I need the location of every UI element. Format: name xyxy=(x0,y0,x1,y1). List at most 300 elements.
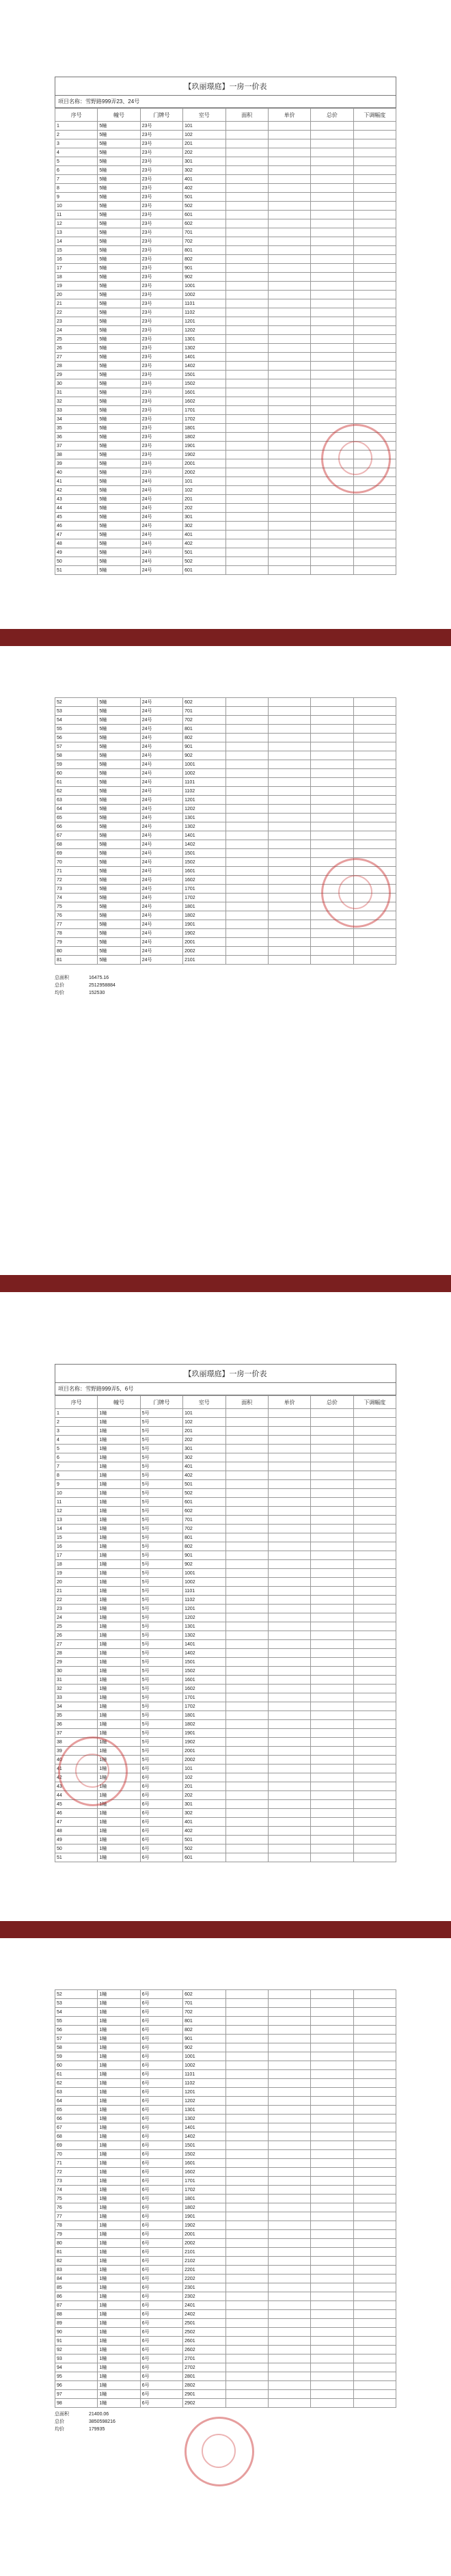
table-cell: 5幢 xyxy=(98,911,140,920)
table-cell: 38 xyxy=(55,1738,98,1747)
table-cell: 1602 xyxy=(183,397,226,406)
table-cell xyxy=(226,867,268,876)
table-cell: 40 xyxy=(55,1756,98,1765)
table-cell xyxy=(268,1560,310,1569)
table-cell: 1幢 xyxy=(98,1836,140,1844)
table-cell xyxy=(268,1409,310,1418)
table-row xyxy=(55,1827,396,1836)
table-cell: 21 xyxy=(55,1587,98,1596)
table-cell: 1幢 xyxy=(98,1489,140,1498)
col-header: 门牌号 xyxy=(140,109,182,122)
table-cell xyxy=(311,2248,353,2257)
table-cell xyxy=(353,513,396,522)
table-cell xyxy=(268,947,310,956)
table-cell: 3 xyxy=(55,139,98,148)
table-cell xyxy=(268,184,310,193)
table-cell: 6号 xyxy=(140,2035,182,2043)
table-cell xyxy=(353,291,396,299)
table-cell xyxy=(311,2195,353,2203)
table-cell: 51 xyxy=(55,1853,98,1862)
table-cell xyxy=(268,2346,310,2354)
table-cell xyxy=(226,1613,268,1622)
table-row xyxy=(55,557,396,566)
table-cell: 6号 xyxy=(140,2319,182,2328)
table-cell: 202 xyxy=(183,1436,226,1445)
table-cell xyxy=(268,698,310,707)
table-cell: 87 xyxy=(55,2301,98,2310)
table-cell: 39 xyxy=(55,1747,98,1756)
table-cell: 1幢 xyxy=(98,2275,140,2283)
table-cell: 302 xyxy=(183,1453,226,1462)
table-cell xyxy=(268,548,310,557)
table-cell xyxy=(268,2221,310,2230)
table-cell: 23号 xyxy=(140,433,182,442)
table-cell xyxy=(353,2159,396,2168)
table-cell: 5幢 xyxy=(98,237,140,246)
table-cell: 1001 xyxy=(183,282,226,291)
table-cell xyxy=(311,2337,353,2346)
table-cell: 1幢 xyxy=(98,2168,140,2177)
table-cell: 63 xyxy=(55,796,98,805)
table-cell xyxy=(268,778,310,787)
col-header: 单价 xyxy=(268,1396,310,1409)
table-cell: 502 xyxy=(183,202,226,211)
table-cell: 5幢 xyxy=(98,442,140,451)
table-cell xyxy=(268,2212,310,2221)
table-cell: 1401 xyxy=(183,353,226,362)
table-cell: 6号 xyxy=(140,2017,182,2026)
table-row xyxy=(55,2088,396,2097)
table-cell xyxy=(353,1711,396,1720)
table-cell xyxy=(268,193,310,202)
table-cell: 1801 xyxy=(183,424,226,433)
table-cell xyxy=(226,1436,268,1445)
table-cell: 84 xyxy=(55,2275,98,2283)
table-cell xyxy=(311,1507,353,1516)
table-cell xyxy=(311,2132,353,2141)
table-cell xyxy=(268,1569,310,1578)
table-cell xyxy=(226,2337,268,2346)
table-cell xyxy=(353,2319,396,2328)
table-cell: 23号 xyxy=(140,282,182,291)
table-cell xyxy=(311,2123,353,2132)
table-cell xyxy=(226,1569,268,1578)
document-page-3 xyxy=(0,1292,451,1921)
table-cell xyxy=(311,2221,353,2230)
table-cell: 302 xyxy=(183,166,226,175)
table-cell: 1302 xyxy=(183,2115,226,2123)
table-cell xyxy=(226,1596,268,1605)
table-cell xyxy=(353,2248,396,2257)
table-cell: 49 xyxy=(55,1836,98,1844)
table-cell: 1702 xyxy=(183,894,226,902)
table-cell xyxy=(311,725,353,734)
table-cell xyxy=(353,822,396,831)
table-cell: 5幢 xyxy=(98,894,140,902)
table-cell xyxy=(226,1818,268,1827)
price-table xyxy=(55,108,396,575)
table-cell: 1301 xyxy=(183,1622,226,1631)
table-cell xyxy=(226,1836,268,1844)
table-cell: 1幢 xyxy=(98,2257,140,2266)
table-cell xyxy=(353,1462,396,1471)
table-cell: 1902 xyxy=(183,451,226,459)
table-cell: 1301 xyxy=(183,2106,226,2115)
table-cell: 201 xyxy=(183,495,226,504)
table-cell: 11 xyxy=(55,211,98,219)
table-cell: 1901 xyxy=(183,442,226,451)
table-cell xyxy=(226,1649,268,1658)
table-row xyxy=(55,1844,396,1853)
table-cell xyxy=(353,1631,396,1640)
table-cell xyxy=(226,1445,268,1453)
table-cell: 1902 xyxy=(183,1738,226,1747)
table-cell xyxy=(226,1516,268,1525)
table-cell xyxy=(353,1533,396,1542)
table-cell xyxy=(311,2257,353,2266)
table-cell xyxy=(268,1542,310,1551)
table-cell: 24号 xyxy=(140,938,182,947)
table-cell xyxy=(311,1676,353,1685)
table-cell: 5幢 xyxy=(98,468,140,477)
table-cell: 901 xyxy=(183,1551,226,1560)
table-cell xyxy=(353,2150,396,2159)
table-cell xyxy=(353,308,396,317)
table-cell xyxy=(353,2381,396,2390)
table-cell: 24号 xyxy=(140,840,182,849)
table-cell: 24号 xyxy=(140,707,182,716)
table-row xyxy=(55,2239,396,2248)
table-cell xyxy=(353,1560,396,1569)
table-cell: 23号 xyxy=(140,353,182,362)
table-row xyxy=(55,2177,396,2186)
table-cell: 5幢 xyxy=(98,211,140,219)
table-cell xyxy=(268,1765,310,1773)
table-cell xyxy=(311,237,353,246)
table-cell: 1幢 xyxy=(98,1844,140,1853)
table-cell xyxy=(268,157,310,166)
table-cell: 1幢 xyxy=(98,2106,140,2115)
table-cell: 23号 xyxy=(140,246,182,255)
table-cell xyxy=(311,1542,353,1551)
table-cell xyxy=(353,751,396,760)
table-cell: 73 xyxy=(55,2177,98,2186)
table-cell: 2201 xyxy=(183,2266,226,2275)
table-cell: 1601 xyxy=(183,1676,226,1685)
table-cell: 47 xyxy=(55,531,98,539)
table-cell: 23号 xyxy=(140,166,182,175)
table-cell xyxy=(311,335,353,344)
table-cell: 1幢 xyxy=(98,2319,140,2328)
table-cell xyxy=(353,742,396,751)
table-cell xyxy=(268,477,310,486)
table-cell: 1幢 xyxy=(98,1667,140,1676)
table-cell: 5号 xyxy=(140,1587,182,1596)
table-cell xyxy=(353,2115,396,2123)
table-cell: 1幢 xyxy=(98,2310,140,2319)
table-cell xyxy=(268,1720,310,1729)
col-header: 总价 xyxy=(311,1396,353,1409)
table-cell: 1幢 xyxy=(98,2203,140,2212)
table-cell: 101 xyxy=(183,122,226,131)
table-cell: 24号 xyxy=(140,947,182,956)
table-cell xyxy=(353,1800,396,1809)
table-cell: 1002 xyxy=(183,1578,226,1587)
table-cell: 24号 xyxy=(140,956,182,965)
table-cell xyxy=(268,415,310,424)
table-cell: 5幢 xyxy=(98,406,140,415)
table-cell: 23号 xyxy=(140,415,182,424)
table-cell xyxy=(268,2123,310,2132)
table-cell xyxy=(226,2381,268,2390)
table-cell xyxy=(268,1453,310,1462)
table-cell xyxy=(226,707,268,716)
table-cell: 5 xyxy=(55,1445,98,1453)
table-cell xyxy=(268,787,310,796)
table-cell xyxy=(268,2017,310,2026)
table-row xyxy=(55,282,396,291)
summary-total-price: 总价 3850598216 xyxy=(55,2419,115,2424)
table-row xyxy=(55,2195,396,2203)
table-cell xyxy=(268,264,310,273)
col-header: 下调幅度 xyxy=(353,109,396,122)
table-cell xyxy=(226,2230,268,2239)
table-cell xyxy=(268,1649,310,1658)
table-cell: 5幢 xyxy=(98,362,140,371)
table-cell: 1602 xyxy=(183,2168,226,2177)
table-row xyxy=(55,504,396,513)
table-cell xyxy=(311,148,353,157)
table-cell: 16 xyxy=(55,1542,98,1551)
table-cell: 89 xyxy=(55,2319,98,2328)
table-cell: 23号 xyxy=(140,317,182,326)
summary-average-price: 均价 152530 xyxy=(55,991,105,995)
table-cell xyxy=(226,308,268,317)
table-cell xyxy=(311,1738,353,1747)
table-cell: 5幢 xyxy=(98,947,140,956)
table-cell: 2901 xyxy=(183,2390,226,2399)
table-row xyxy=(55,2399,396,2408)
table-cell: 1幢 xyxy=(98,1578,140,1587)
table-row xyxy=(55,273,396,282)
table-cell xyxy=(353,193,396,202)
table-cell xyxy=(226,1711,268,1720)
table-row xyxy=(55,760,396,769)
table-cell: 1幢 xyxy=(98,2079,140,2088)
table-cell xyxy=(311,531,353,539)
table-cell: 1幢 xyxy=(98,1738,140,1747)
table-cell xyxy=(311,840,353,849)
table-cell: 65 xyxy=(55,2106,98,2115)
table-cell: 401 xyxy=(183,1818,226,1827)
table-cell: 6号 xyxy=(140,2275,182,2283)
table-cell: 5幢 xyxy=(98,760,140,769)
table-cell xyxy=(226,2070,268,2079)
table-cell xyxy=(311,1445,353,1453)
table-cell: 15 xyxy=(55,246,98,255)
table-cell: 5幢 xyxy=(98,734,140,742)
table-cell: 31 xyxy=(55,388,98,397)
table-cell: 1302 xyxy=(183,822,226,831)
table-cell: 5幢 xyxy=(98,566,140,575)
table-cell: 23号 xyxy=(140,451,182,459)
table-cell xyxy=(268,513,310,522)
table-cell: 36 xyxy=(55,1720,98,1729)
table-cell: 5幢 xyxy=(98,867,140,876)
table-cell: 1801 xyxy=(183,1711,226,1720)
table-cell xyxy=(353,2203,396,2212)
table-cell: 102 xyxy=(183,1418,226,1427)
table-row xyxy=(55,1818,396,1827)
table-cell xyxy=(226,1999,268,2008)
table-cell xyxy=(268,2195,310,2203)
table-row xyxy=(55,522,396,531)
table-cell xyxy=(311,707,353,716)
table-cell: 5号 xyxy=(140,1489,182,1498)
table-cell xyxy=(226,1507,268,1516)
table-cell xyxy=(226,876,268,885)
table-cell: 83 xyxy=(55,2266,98,2275)
table-cell: 701 xyxy=(183,228,226,237)
table-row xyxy=(55,291,396,299)
table-cell: 6号 xyxy=(140,2195,182,2203)
table-cell xyxy=(311,2363,353,2372)
table-cell: 5号 xyxy=(140,1631,182,1640)
table-cell xyxy=(268,2115,310,2123)
table-cell xyxy=(311,2052,353,2061)
table-cell xyxy=(226,1525,268,1533)
table-cell xyxy=(353,1990,396,1999)
table-cell xyxy=(226,1693,268,1702)
table-row xyxy=(55,2203,396,2212)
table-cell: 1幢 xyxy=(98,1498,140,1507)
table-cell xyxy=(311,1453,353,1462)
table-row xyxy=(55,822,396,831)
col-header: 序号 xyxy=(55,109,98,122)
table-cell: 77 xyxy=(55,920,98,929)
table-cell: 1幢 xyxy=(98,1693,140,1702)
table-cell: 17 xyxy=(55,264,98,273)
table-row xyxy=(55,1999,396,2008)
table-cell xyxy=(311,504,353,513)
table-cell xyxy=(268,2301,310,2310)
table-cell xyxy=(311,495,353,504)
table-cell xyxy=(268,442,310,451)
table-cell: 28 xyxy=(55,362,98,371)
table-cell: 702 xyxy=(183,237,226,246)
table-cell xyxy=(353,1418,396,1427)
table-cell: 23号 xyxy=(140,459,182,468)
table-cell: 602 xyxy=(183,219,226,228)
table-cell xyxy=(311,371,353,379)
table-row xyxy=(55,1480,396,1489)
summary-total-area: 总面积 21400.06 xyxy=(55,2412,109,2417)
table-cell xyxy=(311,2017,353,2026)
table-cell xyxy=(311,1427,353,1436)
table-cell xyxy=(353,202,396,211)
table-cell xyxy=(226,2283,268,2292)
table-cell: 53 xyxy=(55,707,98,716)
table-cell: 6号 xyxy=(140,2257,182,2266)
table-cell: 5号 xyxy=(140,1498,182,1507)
table-cell xyxy=(311,2177,353,2186)
table-cell xyxy=(311,1587,353,1596)
table-row xyxy=(55,725,396,734)
table-cell: 1802 xyxy=(183,1720,226,1729)
table-cell: 72 xyxy=(55,876,98,885)
table-cell: 24号 xyxy=(140,734,182,742)
table-cell: 24号 xyxy=(140,929,182,938)
table-cell: 102 xyxy=(183,1773,226,1782)
table-cell xyxy=(268,1507,310,1516)
table-cell: 1幢 xyxy=(98,2150,140,2159)
table-cell: 1201 xyxy=(183,2088,226,2097)
table-cell xyxy=(226,2079,268,2088)
table-cell: 15 xyxy=(55,1533,98,1542)
table-cell xyxy=(353,1729,396,1738)
table-cell: 1502 xyxy=(183,858,226,867)
table-cell xyxy=(311,956,353,965)
table-cell xyxy=(268,2061,310,2070)
table-cell xyxy=(311,388,353,397)
table-cell xyxy=(268,495,310,504)
table-row xyxy=(55,184,396,193)
table-cell xyxy=(226,1800,268,1809)
table-cell xyxy=(353,1578,396,1587)
table-cell xyxy=(226,760,268,769)
table-cell: 1102 xyxy=(183,2079,226,2088)
table-cell: 6号 xyxy=(140,2026,182,2035)
table-cell: 1幢 xyxy=(98,1765,140,1773)
table-row xyxy=(55,2346,396,2354)
table-cell: 201 xyxy=(183,1782,226,1791)
table-cell: 1幢 xyxy=(98,1436,140,1445)
table-cell: 90 xyxy=(55,2328,98,2337)
table-cell xyxy=(226,166,268,175)
table-row xyxy=(55,2292,396,2301)
table-cell xyxy=(353,1489,396,1498)
table-cell xyxy=(226,282,268,291)
table-cell xyxy=(353,2212,396,2221)
table-cell: 1幢 xyxy=(98,1462,140,1471)
table-cell: 24号 xyxy=(140,760,182,769)
table-row xyxy=(55,2141,396,2150)
table-row xyxy=(55,353,396,362)
table-cell xyxy=(226,477,268,486)
table-cell: 9 xyxy=(55,193,98,202)
table-cell xyxy=(353,1844,396,1853)
table-row xyxy=(55,2186,396,2195)
table-cell xyxy=(226,2132,268,2141)
table-cell xyxy=(226,228,268,237)
col-header: 单价 xyxy=(268,109,310,122)
table-cell: 2401 xyxy=(183,2301,226,2310)
table-cell xyxy=(353,1507,396,1516)
table-cell xyxy=(268,707,310,716)
document-page-1 xyxy=(0,0,451,629)
table-cell: 1幢 xyxy=(98,2141,140,2150)
table-cell xyxy=(226,2141,268,2150)
table-cell xyxy=(226,840,268,849)
table-cell: 6号 xyxy=(140,1800,182,1809)
table-cell: 1302 xyxy=(183,1631,226,1640)
table-cell xyxy=(226,1489,268,1498)
table-cell xyxy=(268,1738,310,1747)
table-cell: 1301 xyxy=(183,335,226,344)
table-cell: 1002 xyxy=(183,2061,226,2070)
table-cell xyxy=(353,2061,396,2070)
table-row xyxy=(55,308,396,317)
